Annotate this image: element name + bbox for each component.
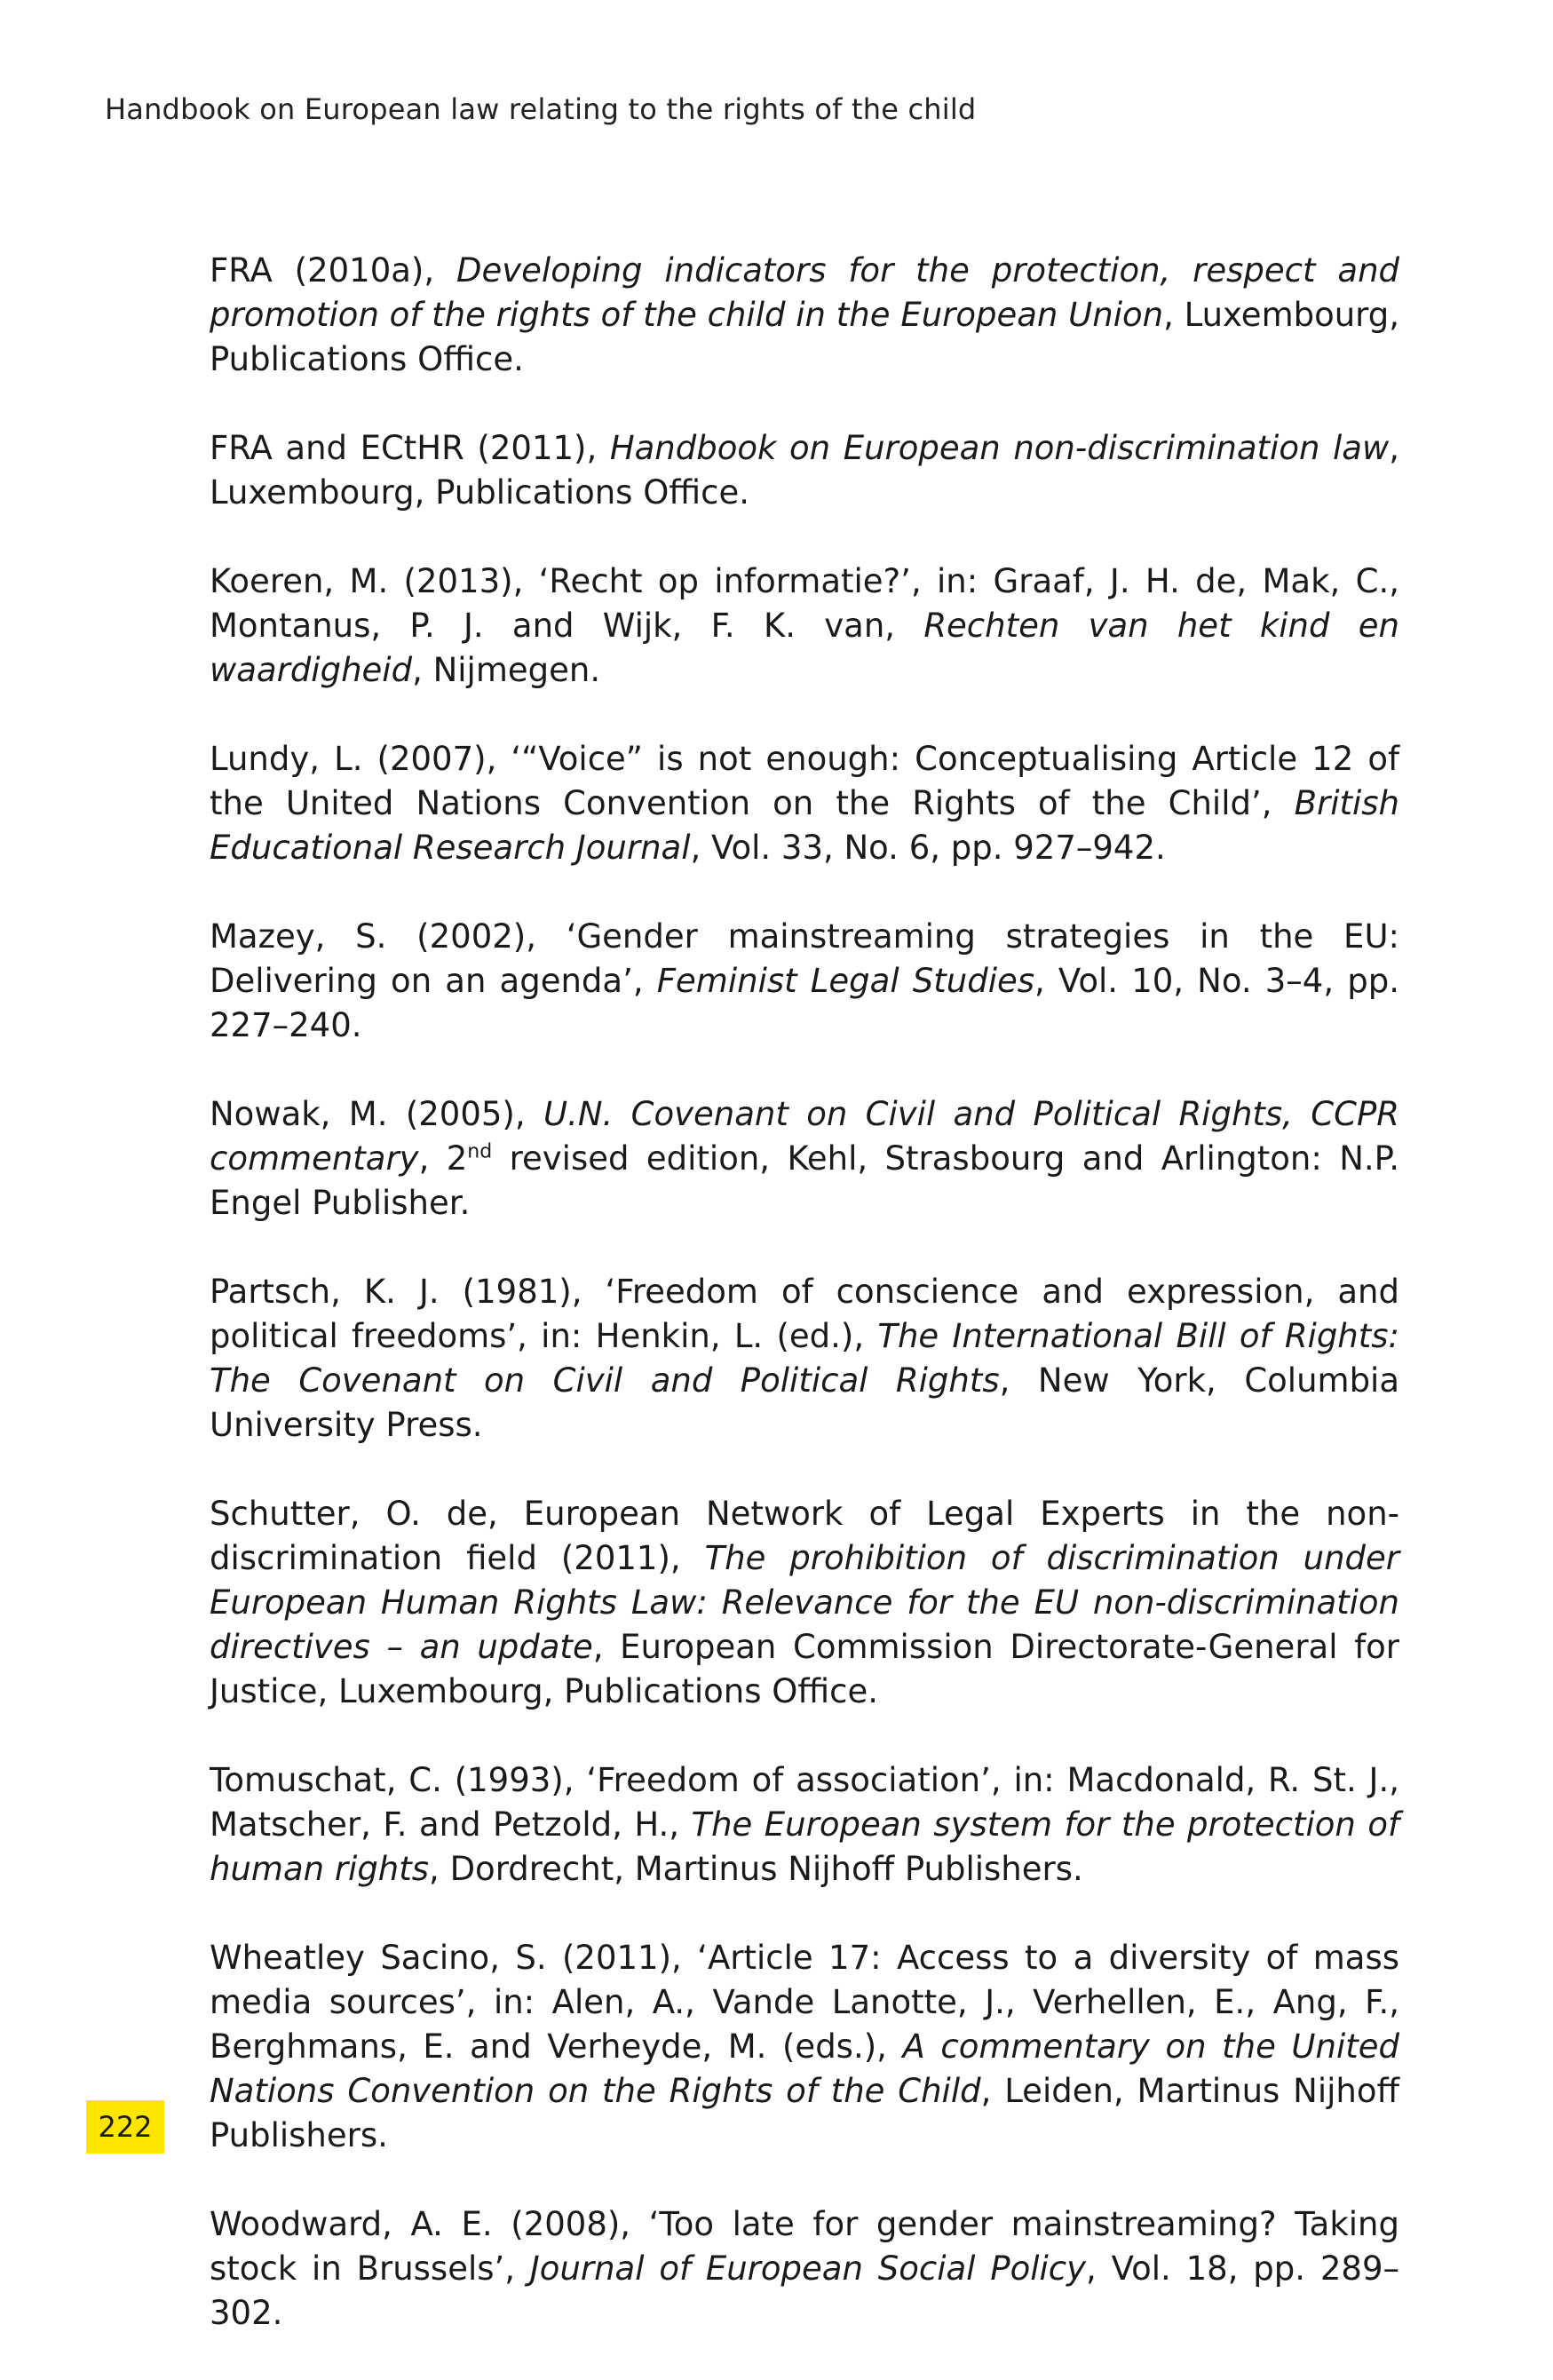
reference-entry bbox=[210, 1092, 1399, 1226]
ref-text: , Luxembourg, Publications Office. bbox=[210, 296, 1399, 378]
ref-text: revised edition, Kehl, Strasbourg and Arlington: N.P. Engel Publisher. bbox=[210, 1139, 1399, 1222]
reference-entry bbox=[210, 249, 1399, 382]
ref-text: , Leiden, Martinus Nijhoff Publishers. bbox=[210, 2072, 1399, 2154]
ref-title: Feminist Legal Studies bbox=[656, 962, 1035, 1000]
ref-text: Nowak, M. (2005), bbox=[210, 1095, 543, 1133]
reference-entry bbox=[210, 1758, 1399, 1892]
ref-text: Lundy, L. (2007), ‘“Voice” is not enough: Conceptualising Article 12 of the United Nations Convention on the Rights of the Child’, bbox=[210, 740, 1399, 822]
reference-entry bbox=[210, 2202, 1399, 2336]
reference-entry bbox=[210, 1492, 1399, 1714]
ref-superscript: nd bbox=[467, 1140, 493, 1163]
ref-text: Koeren, M. (2013), ‘Recht op informatie?’, in: Graaf, J. H. de, Mak, C., Montanus, P. J. and Wijk, F. K. van, bbox=[210, 562, 1399, 645]
reference-entry bbox=[210, 426, 1399, 515]
ref-title: Handbook on European non-discrimination law bbox=[609, 429, 1390, 467]
ref-text: , Vol. 10, No. 3–4, pp. 227–240. bbox=[210, 962, 1399, 1044]
ref-text: , Vol. 33, No. 6, pp. 927–942. bbox=[690, 829, 1166, 867]
ref-title: The International Bill of Rights: The Covenant on Civil and Political Rights bbox=[210, 1317, 1400, 1400]
ref-text: , European Commission Directorate-General for Justice, Luxembourg, Publications Office. bbox=[210, 1628, 1399, 1710]
ref-title: A commentary on the United Nations Convention on the Rights of the Child bbox=[210, 2027, 1399, 2110]
ref-title: The prohibition of discrimination under European Human Rights Law: Relevance for the EU non-discrimination directives – an update bbox=[210, 1539, 1399, 1666]
reference-entry bbox=[210, 737, 1399, 870]
ref-text: , Dordrecht, Martinus Nijhoff Publishers. bbox=[429, 1850, 1083, 1888]
ref-text: Mazey, S. (2002), ‘Gender mainstreaming strategies in the EU: Delivering on an agenda’, bbox=[210, 917, 1399, 1000]
ref-title: U.N. Covenant on Civil and Political Rights, CCPR commentary bbox=[210, 1095, 1399, 1178]
reference-entry bbox=[210, 559, 1399, 693]
ref-text: , 2 bbox=[418, 1139, 468, 1178]
reference-entry bbox=[210, 915, 1399, 1048]
ref-text: Tomuschat, C. (1993), ‘Freedom of association’, in: Macdonald, R. St. J., Matscher, F. and Petzold, H., bbox=[210, 1761, 1399, 1844]
ref-text: , Vol. 18, pp. 289–302. bbox=[210, 2249, 1399, 2332]
ref-title: Rechten van het kind en waardigheid bbox=[210, 607, 1399, 689]
ref-text: , Luxembourg, Publications Office. bbox=[210, 429, 1399, 512]
ref-title: The European system for the protection of human rights bbox=[210, 1805, 1399, 1888]
ref-title: British Educational Research Journal bbox=[210, 784, 1399, 867]
reference-list bbox=[210, 249, 1399, 2380]
ref-text: , New York, Columbia University Press. bbox=[210, 1361, 1400, 1444]
ref-title: Journal of European Social Policy bbox=[529, 2249, 1087, 2288]
ref-text: FRA and ECtHR (2011), bbox=[210, 429, 610, 467]
reference-entry bbox=[210, 1936, 1399, 2158]
ref-text: Woodward, A. E. (2008), ‘Too late for gender mainstreaming? Taking stock in Brussels’, bbox=[210, 2205, 1399, 2288]
ref-text: Schutter, O. de, European Network of Legal Experts in the non-discrimination field (2011), bbox=[210, 1495, 1399, 1577]
ref-text: Wheatley Sacino, S. (2011), ‘Article 17: Access to a diversity of mass media sources’, in: Alen, A., Vande Lanotte, J., Verhellen, E., Ang, F., Berghmans, E. and Verheyde, M. (eds.), bbox=[210, 1939, 1399, 2066]
running-header: Handbook on European law relating to the rights of the child bbox=[105, 92, 977, 126]
reference-entry bbox=[210, 1270, 1399, 1448]
ref-text: FRA (2010a), bbox=[210, 251, 456, 290]
ref-text: , Nijmegen. bbox=[412, 651, 601, 689]
ref-text: Partsch, K. J. (1981), ‘Freedom of conscience and expression, and political freedoms’, in: Henkin, L. (ed.), bbox=[210, 1273, 1399, 1355]
page-number: 222 bbox=[86, 2100, 164, 2154]
ref-title: Developing indicators for the protection, respect and promotion of the rights of the child in the European Union bbox=[210, 251, 1399, 334]
